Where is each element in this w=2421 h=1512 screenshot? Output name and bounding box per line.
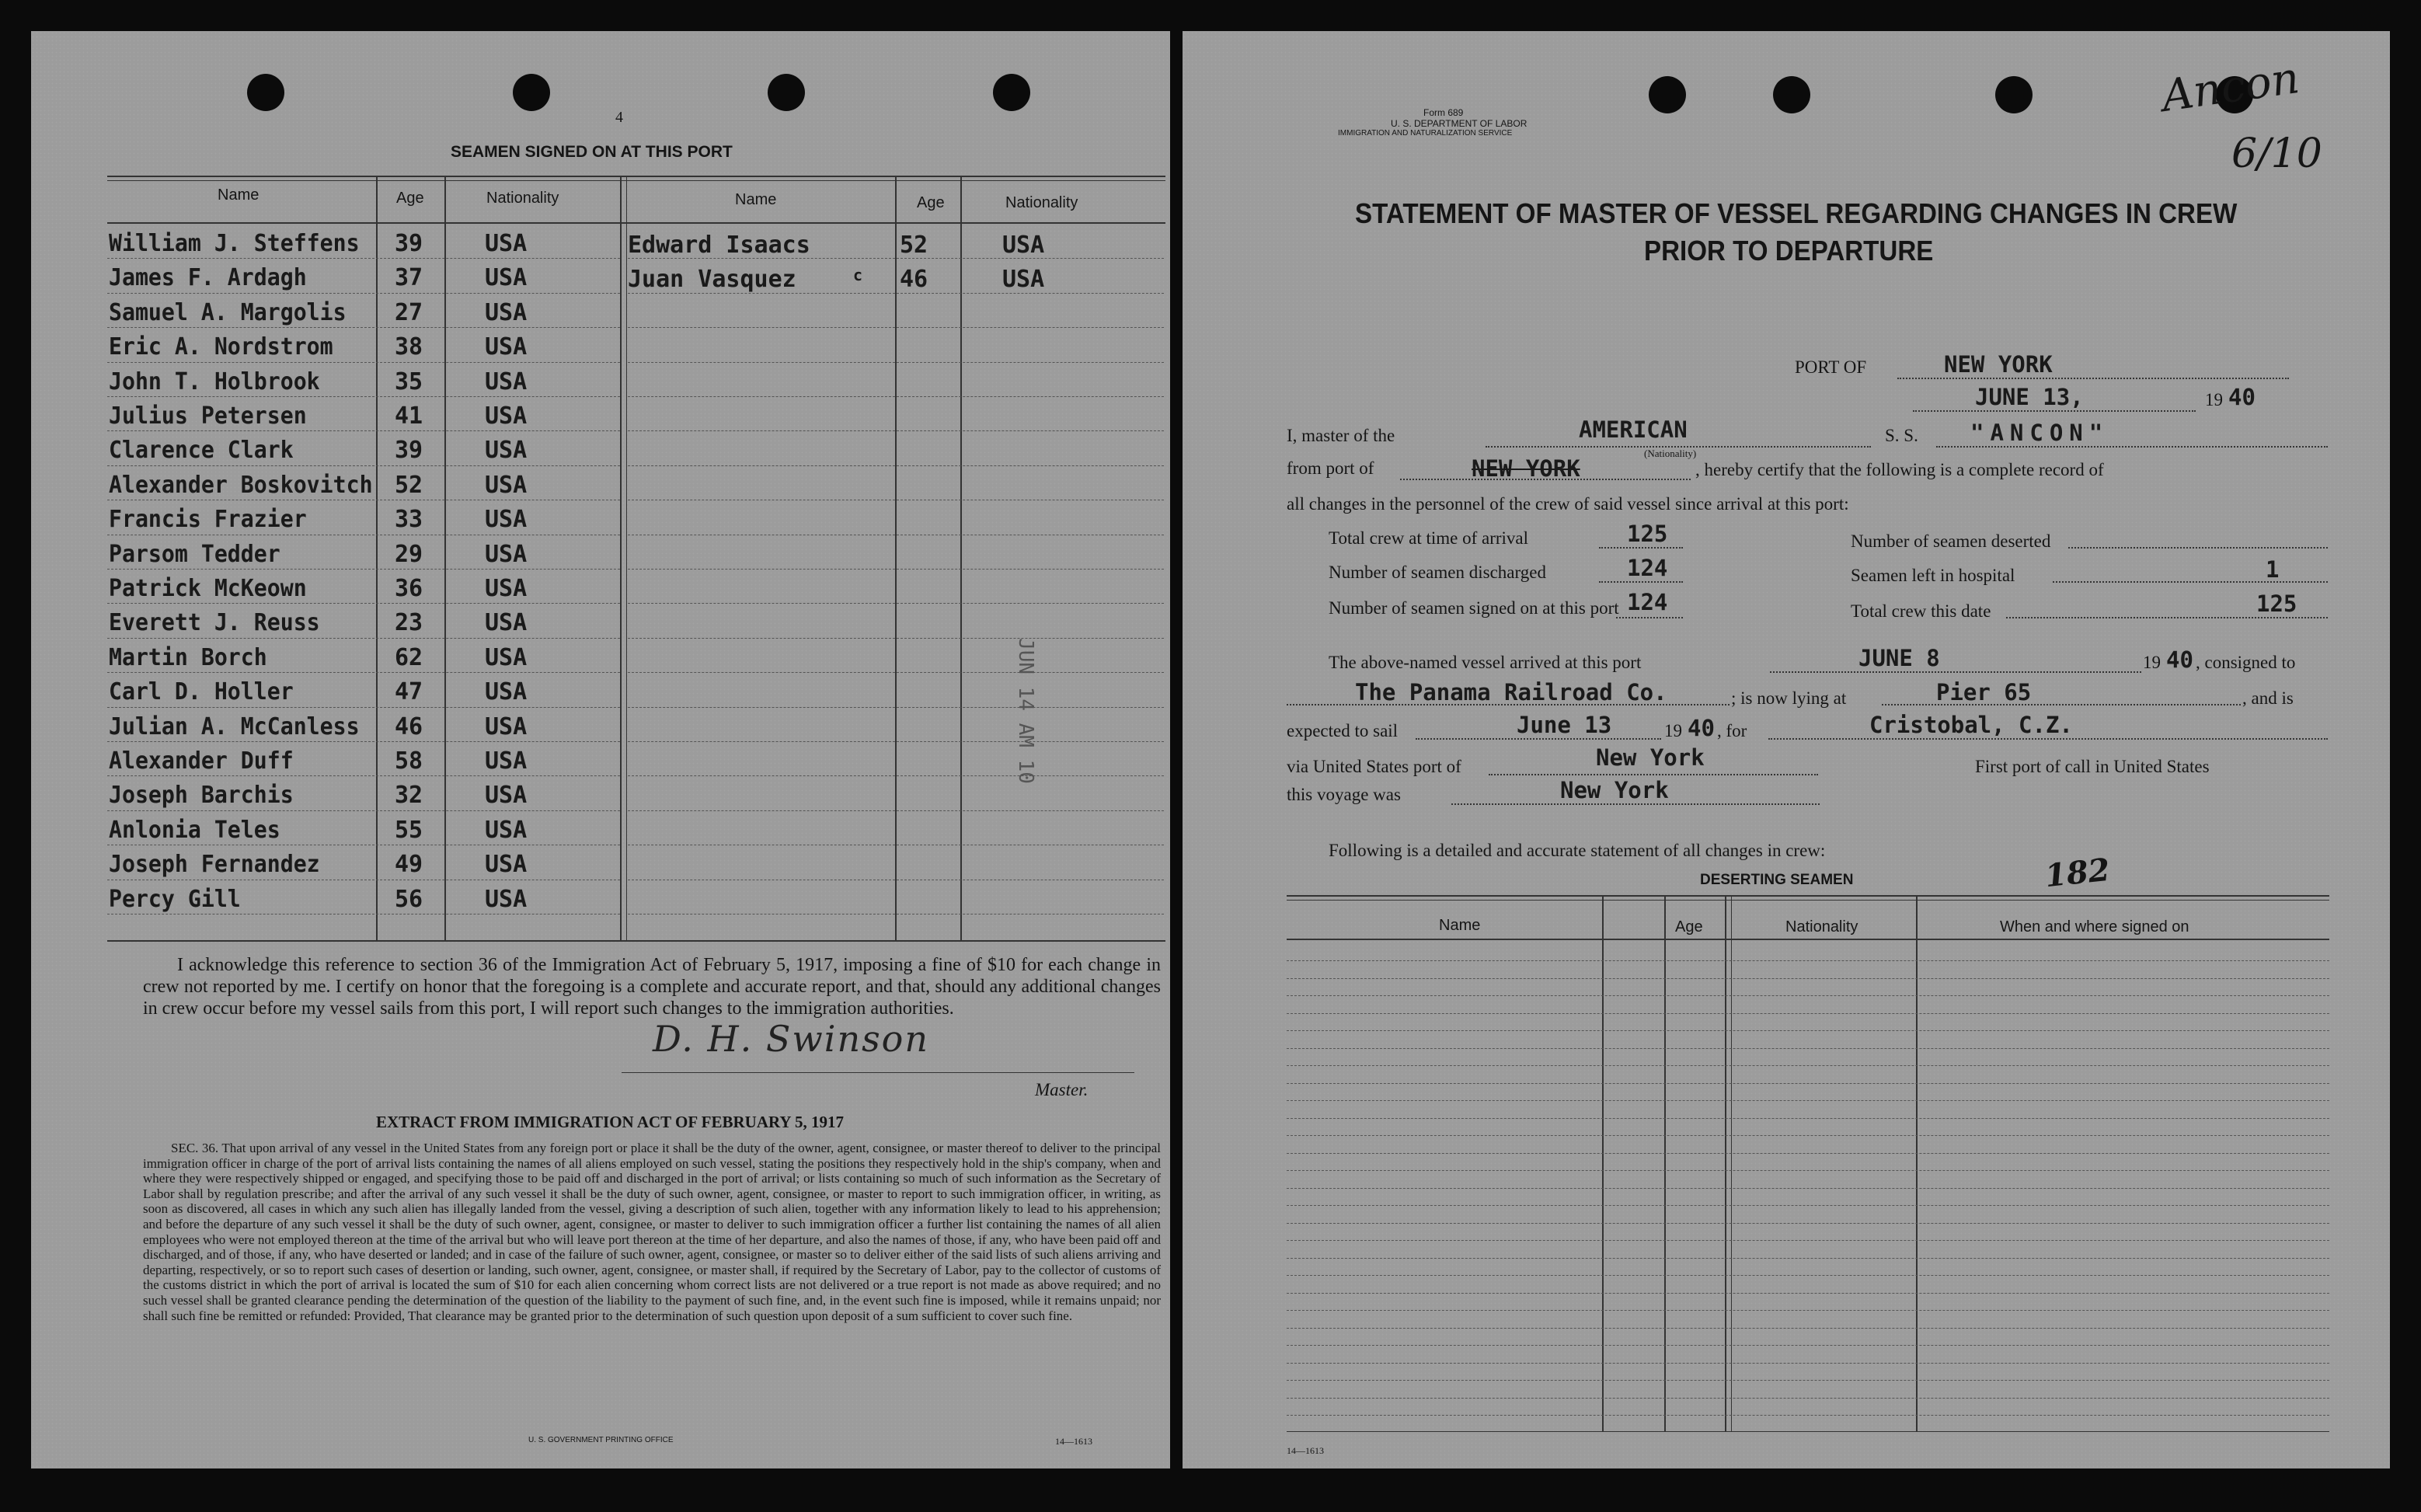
- nationality-caption: (Nationality): [1644, 448, 1697, 459]
- port-label: PORT OF: [1795, 357, 1867, 377]
- seaman-name: Edward Isaacs: [628, 232, 810, 259]
- punch-hole: [993, 74, 1030, 111]
- row-divider: [628, 603, 1164, 604]
- seaman-nationality: USA: [485, 816, 528, 844]
- total-today-label: Total crew this date: [1851, 601, 1991, 621]
- seaman-age: 27: [395, 298, 423, 326]
- row-divider: [107, 775, 620, 776]
- left-page: [31, 31, 1170, 1468]
- seaman-name: Carl D. Holler: [109, 678, 294, 706]
- row-divider: [628, 810, 1164, 811]
- row-divider: [1287, 1398, 2329, 1399]
- seaman-nationality: USA: [485, 298, 528, 326]
- total-today-value: 125: [2256, 591, 2297, 617]
- row-divider: [107, 258, 620, 259]
- seaman-nationality: USA: [485, 506, 528, 534]
- handwritten-number: 182: [2043, 851, 2112, 895]
- consignee-value: The Panama Railroad Co.: [1355, 679, 1667, 705]
- row-divider: [107, 362, 620, 363]
- first-port-label: First port of call in United States: [1975, 757, 2210, 776]
- row-divider: [1287, 1258, 2329, 1259]
- seaman-name: Samuel A. Margolis: [109, 298, 347, 326]
- hospital-value: 1: [2266, 556, 2280, 583]
- seaman-age: 39: [395, 230, 423, 257]
- destination-value: Cristobal, C.Z.: [1869, 712, 2073, 738]
- discharged-label: Number of seamen discharged: [1329, 563, 1546, 582]
- row-divider: [1287, 1345, 2329, 1346]
- via-label: via United States port of: [1287, 757, 1461, 776]
- arrived-year-value: 40: [2166, 646, 2193, 673]
- row-divider: [628, 327, 1164, 328]
- seaman-name: Anlonia Teles: [109, 816, 280, 844]
- total-arrival-value: 125: [1627, 521, 1668, 547]
- row-divider: [628, 914, 1164, 915]
- seaman-nationality: USA: [485, 471, 528, 499]
- row-divider: [107, 638, 620, 639]
- punch-hole: [1649, 76, 1686, 113]
- seaman-age: 46: [900, 266, 928, 294]
- seaman-name: Patrick McKeown: [109, 575, 307, 602]
- page-number: 4: [615, 109, 623, 126]
- arrived-label: The above-named vessel arrived at this port: [1329, 653, 1642, 672]
- right-page: [1183, 31, 2390, 1468]
- seaman-age: 23: [395, 609, 423, 637]
- sail-year-prefix: 19: [1664, 721, 1682, 740]
- seaman-nationality: USA: [1002, 266, 1045, 294]
- seaman-age: 58: [395, 747, 423, 775]
- following-text: Following is a detailed and accurate statement of all changes in crew:: [1329, 841, 1826, 860]
- seaman-nationality: USA: [485, 437, 528, 465]
- via-port-value: New York: [1596, 744, 1705, 771]
- seaman-nationality: USA: [485, 368, 528, 395]
- extract-title: EXTRACT FROM IMMIGRATION ACT OF FEBRUARY 5, 1917: [376, 1113, 845, 1131]
- seaman-name: James F. Ardagh: [109, 264, 307, 292]
- row-divider: [1287, 1065, 2329, 1066]
- seaman-nationality: USA: [485, 609, 528, 637]
- seaman-nationality: USA: [485, 264, 528, 292]
- row-divider: [628, 293, 1164, 294]
- row-divider: [628, 362, 1164, 363]
- handwritten-vessel-note: Ancon: [2158, 52, 2303, 123]
- row-divider: [107, 914, 620, 915]
- seaman-age: 46: [395, 712, 423, 740]
- pier-value: Pier 65: [1936, 679, 2032, 705]
- seaman-age: 52: [900, 232, 928, 259]
- seaman-name: Francis Frazier: [109, 506, 307, 534]
- date-year-value: 40: [2228, 384, 2256, 410]
- form-code: 14—1613: [1055, 1436, 1092, 1447]
- row-divider: [107, 327, 620, 328]
- master-of-label: I, master of the: [1287, 426, 1395, 445]
- seaman-age: 35: [395, 368, 423, 395]
- seaman-name: Joseph Barchis: [109, 782, 294, 810]
- sail-year-value: 40: [1688, 715, 1715, 741]
- punch-hole: [1773, 76, 1810, 113]
- expected-label: expected to sail: [1287, 721, 1399, 740]
- department: U. S. DEPARTMENT OF LABOR: [1391, 118, 1527, 129]
- row-divider: [1287, 1100, 2329, 1101]
- seaman-name: Joseph Fernandez: [109, 851, 320, 879]
- seaman-age: 56: [395, 885, 423, 913]
- row-divider: [1287, 1013, 2329, 1014]
- seaman-age: 36: [395, 575, 423, 602]
- row-divider: [628, 707, 1164, 708]
- sail-date-value: June 13: [1517, 712, 1612, 738]
- consigned-label: , consigned to: [2196, 653, 2296, 672]
- signed-on-value: 124: [1627, 589, 1668, 615]
- row-divider: [1287, 1363, 2329, 1364]
- seaman-name: Parsom Tedder: [109, 540, 280, 568]
- seaman-name: Julian A. McCanless: [109, 712, 360, 740]
- seaman-name: Martin Borch: [109, 643, 267, 671]
- col-header-nationality-2: Nationality: [1005, 194, 1078, 211]
- desert-header-age: Age: [1675, 918, 1703, 935]
- seaman-age: 62: [395, 643, 423, 671]
- seaman-name: Eric A. Nordstrom: [109, 333, 333, 361]
- row-divider: [628, 638, 1164, 639]
- seaman-nationality: USA: [1002, 232, 1045, 259]
- seaman-nationality: USA: [485, 851, 528, 879]
- row-divider: [1287, 1293, 2329, 1294]
- row-divider: [1287, 978, 2329, 979]
- seaman-name: William J. Steffens: [109, 230, 360, 257]
- section-title: SEAMEN SIGNED ON AT THIS PORT: [451, 143, 733, 161]
- seaman-age: 41: [395, 402, 423, 430]
- deserting-title: DESERTING SEAMEN: [1700, 872, 1854, 888]
- row-divider: [107, 396, 620, 397]
- row-divider: [628, 396, 1164, 397]
- desert-header-nationality: Nationality: [1785, 918, 1858, 935]
- service-name: IMMIGRATION AND NATURALIZATION SERVICE: [1338, 129, 1513, 138]
- port-value: NEW YORK: [1944, 351, 2053, 378]
- from-port-value: NEW YORK: [1472, 455, 1580, 482]
- and-is-label: , and is: [2242, 688, 2294, 708]
- seaman-name: Clarence Clark: [109, 437, 294, 465]
- row-divider: [628, 741, 1164, 742]
- signed-on-label: Number of seamen signed on at this port: [1329, 598, 1619, 618]
- right-form-code: 14—1613: [1287, 1445, 1324, 1456]
- seaman-nationality: USA: [485, 402, 528, 430]
- nationality-value: AMERICAN: [1579, 416, 1688, 443]
- date-value: JUNE 13,: [1975, 384, 2084, 410]
- document-subtitle: PRIOR TO DEPARTURE: [1644, 235, 1934, 267]
- acknowledgement-text: I acknowledge this reference to section 36 of the Immigration Act of February 5, 1917, imposing a fine of $10 for each change in crew not reported by me. I certify on honor that the foregoing is a complete and accurate report, and that, should any additional changes in crew occur before my vessel sails from this port, I will report such changes to the immigration authorities.: [143, 955, 1161, 1019]
- ss-label: S. S.: [1885, 426, 1918, 445]
- master-signature: D. H. Swinson: [653, 1018, 929, 1060]
- row-divider: [1287, 1170, 2329, 1171]
- row-divider: [107, 741, 620, 742]
- seaman-nationality: USA: [485, 643, 528, 671]
- col-header-age-2: Age: [917, 194, 945, 211]
- row-divider: [1287, 1328, 2329, 1329]
- row-divider: [107, 672, 620, 673]
- row-divider: [628, 569, 1164, 570]
- row-divider: [107, 707, 620, 708]
- row-divider: [628, 775, 1164, 776]
- row-divider: [628, 258, 1164, 259]
- form-number: Form 689: [1423, 107, 1464, 118]
- desert-header-name: Name: [1439, 917, 1481, 934]
- row-divider: [107, 430, 620, 431]
- row-divider: [107, 569, 620, 570]
- seaman-age: 55: [395, 816, 423, 844]
- seaman-name: Everett J. Reuss: [109, 609, 320, 637]
- punch-hole: [513, 74, 550, 111]
- seaman-nationality: USA: [485, 885, 528, 913]
- seaman-age: 29: [395, 540, 423, 568]
- row-divider: [1287, 1135, 2329, 1136]
- from-port-label: from port of: [1287, 458, 1374, 478]
- seaman-nationality: USA: [485, 575, 528, 602]
- row-divider: [1287, 1153, 2329, 1154]
- row-divider: [107, 810, 620, 811]
- row-divider: [1287, 1240, 2329, 1241]
- receipt-stamp: JUN 14 AM 10: [1013, 638, 1037, 784]
- row-divider: [1287, 1205, 2329, 1206]
- row-divider: [1287, 1048, 2329, 1049]
- row-divider: [628, 465, 1164, 466]
- seaman-age: 39: [395, 437, 423, 465]
- extract-text: SEC. 36. That upon arrival of any vessel in the United States from any foreign port or place it shall be the duty of the owner, agent, consignee, or master thereof to deliver to the principal immigration officer in charge of the port of arrival lists containing the names of all aliens employed on such vessel, stating the positions they respectively hold in the ship's company, when and where they were respectively shipped or engaged, and specifying those to be paid off and discharged in the port of arrival; or lists containing so much of such information as the Secretary of Labor shall by regulation prescribe; and after the arrival of any such vessel it shall be the duty of such owner, agent, consignee, or master to report to such immigration officer, in writing, as soon as discovered, all cases in which any such alien has illegally landed from the vessel, giving a description of such alien, together with any information likely to lead to his apprehension; and before the departure of any such vessel it shall be the duty of such owner, agent, consignee, or master to deliver to such immigration officer a further list containing the names of all alien employees who were not employed thereon at the time of the arrival but who will leave port thereon at the time of her departure, and also the names of those, if any, who have been paid off and discharged, and of those, if any, who have deserted or landed; and in case of the failure of such owner, agent, consignee, or master so to deliver either of the said lists of such aliens arriving and departing, respectively, or so to report such cases of desertion or landing, such owner, agent, consignee, or master shall, if required by the Secretary of Labor, pay to the collector of customs of the customs district in which the port of arrival is located the sum of $10 for each alien concerning whom correct lists are not delivered or a true report is not made as above required; and no such vessel shall be granted clearance pending the determination of the question of the liability to the payment of such fine, and, in the event such fine is imposed, while it remains unpaid; nor shall such fine be remitted or refunded: Provided, That clearance may be granted prior to the determination of such question upon deposit of a sum sufficient to cover such fine.: [143, 1141, 1161, 1323]
- arrived-year-prefix: 19: [2143, 653, 2161, 672]
- handwritten-date-note: 6/10: [2231, 131, 2322, 177]
- col-header-nationality: Nationality: [486, 190, 559, 207]
- seaman-name: Juan Vasquez: [628, 266, 796, 294]
- col-header-name: Name: [218, 186, 260, 204]
- seaman-nationality: USA: [485, 712, 528, 740]
- total-arrival-label: Total crew at time of arrival: [1329, 528, 1529, 548]
- certify-text: , hereby certify that the following is a complete record of: [1695, 460, 2104, 479]
- punch-hole: [1995, 76, 2033, 113]
- seaman-age: 37: [395, 264, 423, 292]
- row-divider: [628, 430, 1164, 431]
- seaman-name: Julius Petersen: [109, 402, 307, 430]
- document-title: STATEMENT OF MASTER OF VESSEL REGARDING CHANGES IN CREW: [1355, 197, 2238, 229]
- printing-office: U. S. GOVERNMENT PRINTING OFFICE: [528, 1436, 674, 1444]
- seaman-nationality: USA: [485, 540, 528, 568]
- master-label: Master.: [1035, 1080, 1089, 1099]
- col-header-name-2: Name: [735, 191, 777, 208]
- seaman-nationality: USA: [485, 230, 528, 257]
- row-divider: [1287, 1223, 2329, 1224]
- seaman-name: Alexander Boskovitch: [109, 471, 373, 499]
- voyage-label: this voyage was: [1287, 785, 1401, 804]
- date-year-prefix: 19: [2205, 390, 2223, 409]
- punch-hole: [768, 74, 805, 111]
- seaman-nationality: USA: [485, 747, 528, 775]
- row-divider: [107, 603, 620, 604]
- first-port-value: New York: [1560, 777, 1669, 803]
- discharged-value: 124: [1627, 555, 1668, 581]
- deserted-label: Number of seamen deserted: [1851, 531, 2051, 551]
- row-divider: [1287, 1188, 2329, 1189]
- row-divider: [107, 293, 620, 294]
- row-divider: [1287, 1030, 2329, 1031]
- row-divider: [1287, 1415, 2329, 1416]
- row-divider: [1287, 1118, 2329, 1119]
- seaman-nationality: USA: [485, 333, 528, 361]
- seaman-name: Alexander Duff: [109, 747, 294, 775]
- row-divider: [107, 465, 620, 466]
- row-divider: [1287, 1275, 2329, 1276]
- arrived-date-value: JUNE 8: [1858, 645, 1940, 671]
- row-divider: [1287, 1380, 2329, 1381]
- seaman-name: Percy Gill: [109, 885, 241, 913]
- seaman-age: 32: [395, 782, 423, 810]
- seaman-mark: c: [853, 266, 863, 285]
- desert-header-when-where: When and where signed on: [2000, 918, 2189, 935]
- lying-label: ; is now lying at: [1731, 688, 1847, 708]
- vessel-name: "ANCON": [1970, 420, 2109, 446]
- punch-hole: [247, 74, 284, 111]
- seaman-age: 38: [395, 333, 423, 361]
- for-label: , for: [1717, 721, 1747, 740]
- row-divider: [1287, 960, 2329, 961]
- seaman-age: 49: [395, 851, 423, 879]
- seaman-age: 52: [395, 471, 423, 499]
- row-divider: [1287, 995, 2329, 996]
- all-changes-text: all changes in the personnel of the crew of said vessel since arrival at this port:: [1287, 494, 1849, 514]
- row-divider: [1287, 1310, 2329, 1311]
- seaman-nationality: USA: [485, 782, 528, 810]
- row-divider: [628, 672, 1164, 673]
- seaman-name: John T. Holbrook: [109, 368, 320, 395]
- col-header-age: Age: [396, 190, 424, 207]
- row-divider: [1287, 1083, 2329, 1084]
- seaman-age: 47: [395, 678, 423, 706]
- seaman-nationality: USA: [485, 678, 528, 706]
- hospital-label: Seamen left in hospital: [1851, 566, 2015, 585]
- seaman-age: 33: [395, 506, 423, 534]
